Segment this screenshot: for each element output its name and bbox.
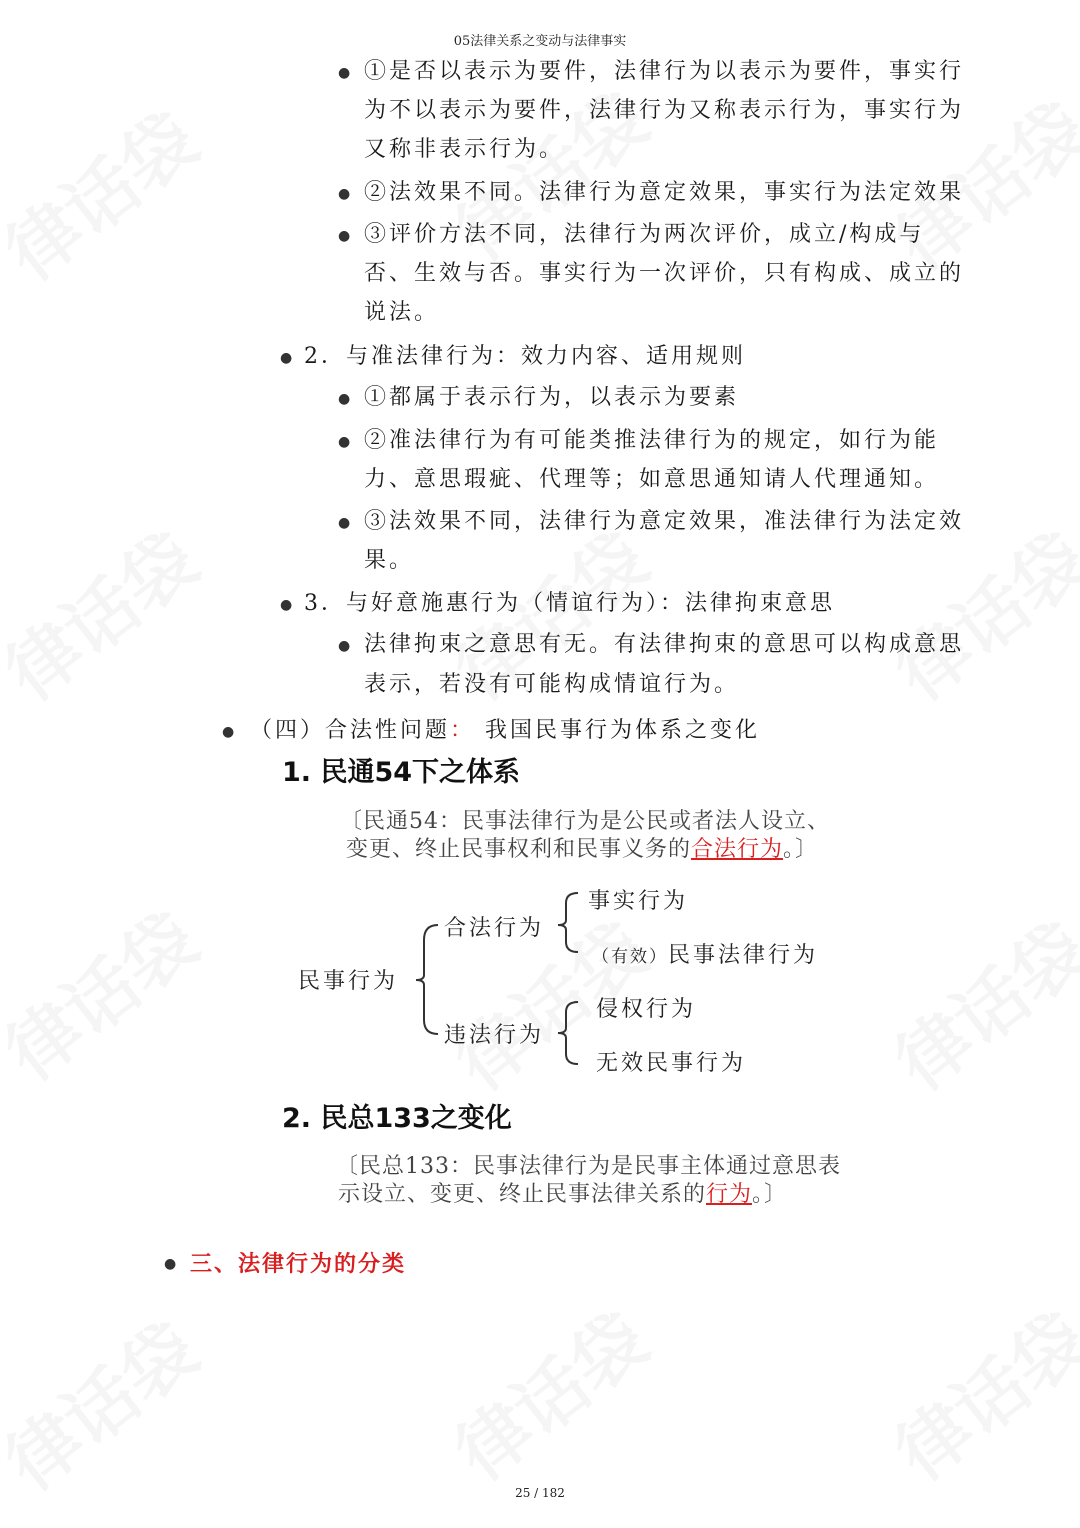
list-item-text: 否、生效与否。事实行为一次评价，只有构成、成立的 — [364, 261, 965, 286]
bullet-dot: ● — [280, 350, 293, 366]
list-item-text: 为不以表示为要件，法律行为又称表示行为，事实行为 — [364, 98, 965, 123]
quote-1-text: 变更、终止民事权利和民事义务的 — [346, 837, 692, 862]
section-3-title: 三、法律行为的分类 — [190, 1251, 407, 1277]
subsection-title: 2．与准法律行为：效力内容、适用规则 — [304, 344, 746, 369]
section-title-main: （四）合法性问题 — [250, 718, 451, 743]
quote-2-text: 示设立、变更、终止民事法律关系的 — [338, 1182, 707, 1207]
list-item-text: 果。 — [364, 548, 415, 573]
heading-1: 1. 民通54下之体系 — [282, 757, 521, 788]
quote-1-line-1: 〔民通54：民事法律行为是公民或者法人设立、 — [340, 809, 830, 834]
bullet-dot: ● — [338, 186, 351, 202]
quote-1-close: 。〕 — [783, 837, 819, 862]
list-item-text: ②法效果不同。法律行为意定效果，事实行为法定效果 — [364, 180, 965, 205]
list-item-text: 表示，若没有可能构成情谊行为。 — [364, 672, 740, 697]
section-title-colon: ： — [450, 718, 476, 743]
heading-2: 2. 民总133之变化 — [282, 1103, 512, 1134]
list-item-text: ③评价方法不同，法律行为两次评价，成立/构成与 — [364, 222, 925, 247]
bullet-dot: ● — [338, 515, 351, 531]
list-item-text: 力、意思瑕疵、代理等；如意思通知请人代理通知。 — [364, 467, 940, 492]
bullet-dot: ● — [338, 434, 351, 450]
diagram-node-root: 民事行为 — [298, 969, 399, 994]
list-item-text: 法律拘束之意思有无。有法律拘束的意思可以构成意思 — [364, 632, 965, 657]
bullet-dot: ● — [222, 724, 235, 740]
diagram-node-valid — [592, 938, 818, 969]
quote-2-line-1: 〔民总133：民事法律行为是民事主体通过意思表 — [336, 1154, 841, 1179]
list-item-text: 又称非表示行为。 — [364, 137, 565, 162]
subsection-title: 3．与好意施惠行为（情谊行为）：法律拘束意思 — [304, 591, 835, 616]
diagram-node-illegal: 违法行为 — [444, 1023, 545, 1048]
page-header: 05法律关系之变动与法律事实 — [453, 34, 627, 49]
bullet-dot: ● — [280, 597, 293, 613]
page-number: 25 / 182 — [515, 1486, 565, 1500]
diagram-node-valid-text: 民事法律行为 — [668, 943, 819, 968]
diagram-node-fact: 事实行为 — [588, 889, 689, 914]
list-item-text: ①都属于表示行为，以表示为要素 — [364, 385, 740, 410]
quote-2-close: 。〕 — [752, 1182, 788, 1207]
quote-2-line-2 — [338, 1181, 787, 1209]
bullet-dot: ● — [338, 65, 351, 81]
quote-2-highlight: 行为 — [706, 1182, 753, 1207]
bullet-dot: ● — [164, 1256, 177, 1272]
bullet-dot: ● — [338, 391, 351, 407]
quote-1-highlight: 合法行为 — [691, 837, 784, 862]
section-title-sub: 我国民事行为体系之变化 — [485, 718, 761, 743]
diagram-node-valid-prefix: （有效） — [592, 947, 668, 967]
list-item-text: 说法。 — [364, 300, 440, 325]
diagram-node-tort: 侵权行为 — [596, 997, 697, 1022]
bullet-dot: ● — [338, 638, 351, 654]
bullet-dot: ● — [338, 228, 351, 244]
diagram-node-legal: 合法行为 — [444, 916, 545, 941]
diagram-node-invalid: 无效民事行为 — [596, 1051, 747, 1076]
list-item-text: ②准法律行为有可能类推法律行为的规定，如行为能 — [364, 428, 940, 453]
list-item-text: ①是否以表示为要件，法律行为以表示为要件，事实行 — [364, 59, 965, 84]
list-item-text: ③法效果不同，法律行为意定效果，准法律行为法定效 — [364, 509, 965, 534]
